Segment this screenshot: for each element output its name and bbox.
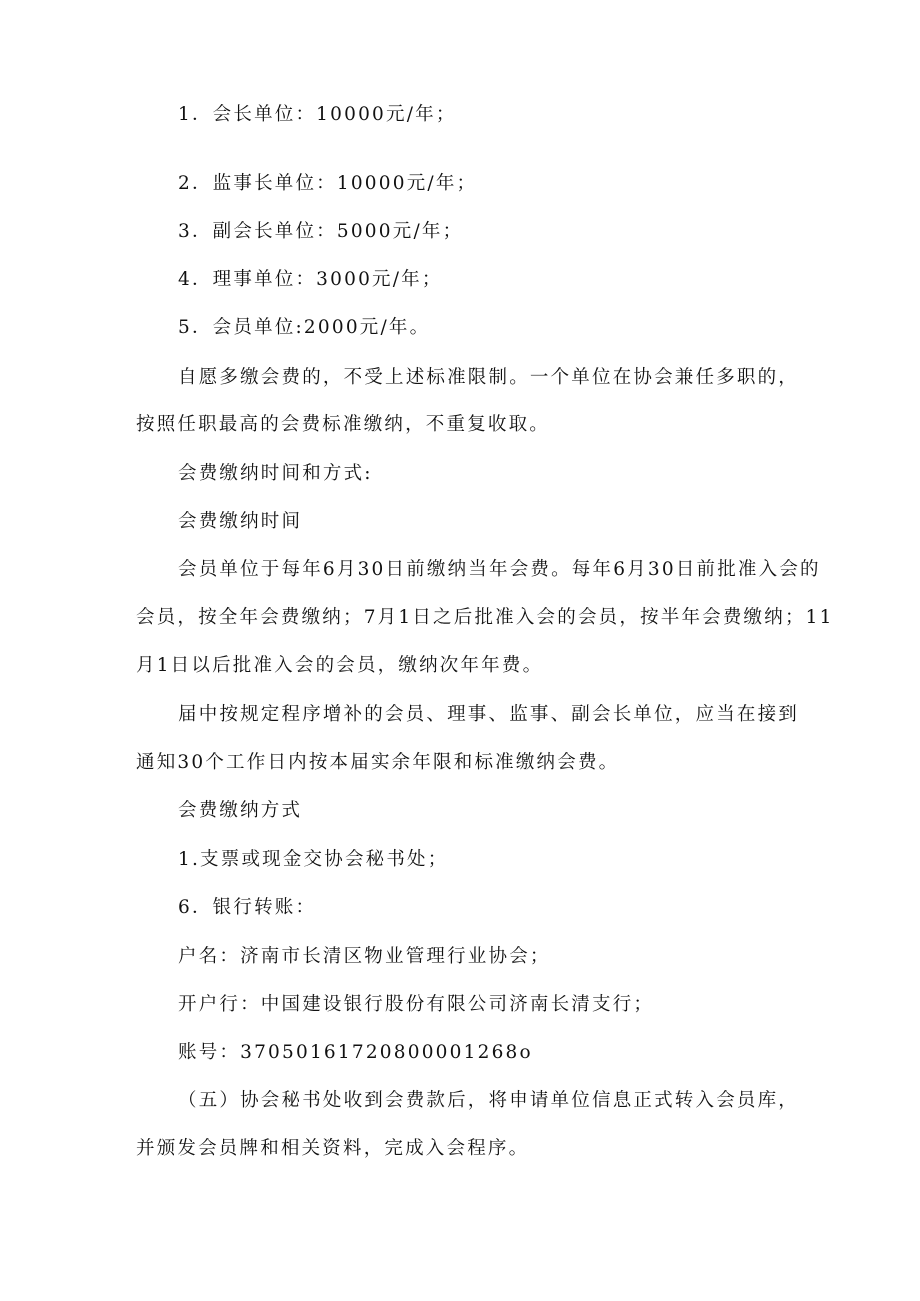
paragraph-voluntary-line-2: 按照任职最高的会费标准缴纳，不重复收取。 [136,414,551,435]
method-item-check-cash: 1.支票或现金交协会秘书处； [178,849,449,870]
paragraph-deadline-line-3: 月1日以后批准入会的会员，缴纳次年年费。 [136,655,544,676]
fee-item-director: 4．理事单位：3000元/年； [178,269,443,290]
heading-payment-method: 会费缴纳方式 [178,800,303,821]
account-number: 账号：37050161720800001268o [178,1042,533,1063]
paragraph-section-five-line-2: 并颁发会员牌和相关资料，完成入会程序。 [136,1138,530,1159]
paragraph-section-five-line-1: （五）协会秘书处收到会费款后，将申请单位信息正式转入会员库， [178,1090,800,1111]
heading-payment-time: 会费缴纳时间 [178,511,303,532]
paragraph-deadline-line-2: 会员，按全年会费缴纳；7月1日之后批准入会的会员，按半年会费缴纳；11 [136,607,834,628]
fee-item-president: 1．会长单位：10000元/年； [178,104,457,125]
paragraph-midterm-line-2: 通知30个工作日内按本届实余年限和标准缴纳会费。 [136,752,620,773]
fee-item-member: 5．会员单位:2000元/年。 [178,317,431,338]
account-name: 户名：济南市长清区物业管理行业协会； [178,946,551,967]
fee-item-vice-president: 3．副会长单位：5000元/年； [178,221,464,242]
method-item-bank-transfer: 6．银行转账： [178,897,317,918]
paragraph-voluntary-line-1: 自愿多缴会费的，不受上述标准限制。一个单位在协会兼任多职的， [178,367,800,388]
paragraph-deadline-line-1: 会员单位于每年6月30日前缴纳当年会费。每年6月30日前批准入会的 [178,559,821,580]
fee-item-chief-supervisor: 2．监事长单位：10000元/年； [178,173,478,194]
account-bank: 开户行：中国建设银行股份有限公司济南长清支行； [178,994,655,1015]
heading-time-and-method: 会费缴纳时间和方式: [178,463,373,484]
paragraph-midterm-line-1: 届中按规定程序增补的会员、理事、监事、副会长单位，应当在接到 [178,704,800,725]
